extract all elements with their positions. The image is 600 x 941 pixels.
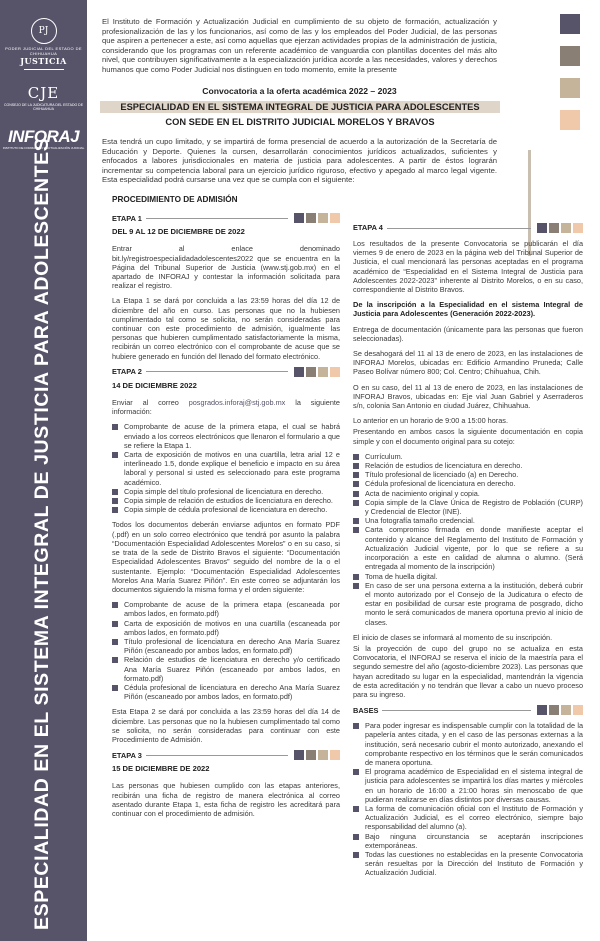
etapa-2-p3: Esta Etapa 2 se dará por concluida a las 23:59 horas del día 14 de diciembre. Las personas que no la hubiesen cumplimentado tal como se solicita, no serán consideradas para continuar con este Procedimiento de Admisión. <box>112 707 340 744</box>
etapa-3-header <box>112 750 340 760</box>
etapa-2-p2: Todos los documentos deberán enviarse adjuntos en formato PDF (.pdf) en un solo correo electrónico que tendrá por asunto la palabra “Documentación Especialidad Adolescentes Morelos” o en su caso, si se trata de la sede de Distrito Bravos el siguiente: “Documentación Especialidad Adolescentes Bravos” seguido del nombre de la o el sustentante. Ejemplo: “Documentación Especialidad Adolescentes Morelos Ana María Suarez Piñón”. En este correo se adjuntarán los documentos siguiendo la misma forma y el orden siguiente: <box>112 520 340 594</box>
list-item: Para poder ingresar es indispensable cumplir con la totalidad de la papelería antes citada, y en el caso de las personas externas a la institución, será necesario cubrir el monto autorizado, anexando el comprobante respectivo en los términos que le serán comunicados de manera oportuna. <box>353 721 583 767</box>
left-sidebar <box>0 0 87 941</box>
list-item: Título profesional de licenciado (a) en Derecho. <box>353 470 583 479</box>
list-item: Toma de huella digital. <box>353 572 583 581</box>
etapa-2-date: 14 DE DICIEMBRE 2022 <box>112 380 197 390</box>
list-item: Carta compromiso firmada en donde manifieste aceptar el contenido y alcance del Reglamento del Instituto de Formación y Actualización Judicial vigente, por lo que se refiere a su incorporación a este en calidad de alumna o alumno. (Será entregada al momento de la inscripción) <box>353 525 583 571</box>
inscripcion-heading: De la inscripción a la Especialidad en el sistema Integral de Justicia para Adolescentes (Generación 2022-2023). <box>353 300 583 319</box>
admission-heading: PROCEDIMIENTO DE ADMISIÓN <box>112 195 238 204</box>
left-column <box>112 195 340 824</box>
etapa-4-label: ETAPA 4 <box>353 223 383 233</box>
etapa-1-header <box>112 213 340 223</box>
list-item: Una fotografía tamaño credencial. <box>353 516 583 525</box>
inforaj-subtitle: INSTITUTO DE FORMACIÓN Y ACTUALIZACIÓN JUDICIAL <box>2 146 85 150</box>
bases-label: BASES <box>353 705 379 715</box>
peach-square <box>560 110 580 130</box>
logo-divider <box>24 69 64 70</box>
justicia-logo-text: JUSTICIA <box>20 56 67 66</box>
list-item: Todas las cuestiones no establecidas en la presente Convocatoria serán resueltas por la Dirección del Instituto de Formación y Actualización Judicial. <box>353 850 583 878</box>
cje-logo: CJE <box>27 84 60 102</box>
inscripcion-p5: Lo anterior en un horario de 9:00 a 15:00 horas. <box>353 416 508 426</box>
inscripcion-p6: Presentando en ambos casos la siguiente documentación en copia simple y con el documento original para su cotejo: <box>353 427 583 446</box>
etapa-2-label: ETAPA 2 <box>112 367 142 377</box>
inscripcion-p2: Entrega de documentación (únicamente para las personas que fueron seleccionadas). <box>353 324 583 343</box>
etapa-4-header <box>353 223 583 233</box>
email-link[interactable]: posgrados.inforaj@stj.gob.mx <box>188 398 286 408</box>
list-item: Copia simple de cédula profesional de licenciatura en derecho. <box>112 505 340 514</box>
etapa-4-p1: Los resultados de la presente Convocatoria se publicarán el día viernes 9 de enero de 2023 en la página web del Tribunal Superior de Justicia, el cual mencionará las personas aceptadas en el programa académico de “Especialidad en el Sistema Integral de Justicia para Adolescentes 2022-2023” inherente al Distrito Morelos, o en su caso, correspondiente al Distrito Bravos. <box>353 239 583 295</box>
list-item: Bajo ninguna circunstancia se aceptarán inscripciones extemporáneas. <box>353 832 583 850</box>
inforaj-logo: INFORAJ <box>7 127 80 146</box>
list-item: Relación de estudios de licenciatura en derecho y/o certificado Ana María Suarez Piñón (escaneado por ambos lados, en formato.pdf) <box>112 655 340 683</box>
list-item: Copia simple del título profesional de licenciatura en derecho. <box>112 487 340 496</box>
description-paragraph: Esta tendrá un cupo limitado, y se impartirá de forma presencial de acuerdo a la autorización de la Secretaría de Educación y Deporte. Quienes la cursen, desarrollarán conocimientos jurídicos actualizados, suficientes y enfocados a labores jurisdiccionales en materia de justicia para adolescentes. A partir de éstos lograrán incrementar su competencia laboral para un ejercicio jurídico riguroso, efectivo y apegado al marco legal vigente. Esta especialidad podrá cursarse una vez que se cumpla con el siguiente: <box>102 137 497 185</box>
logo-block <box>0 18 87 151</box>
list-item: Título profesional de licenciatura en derecho Ana María Suarez Piñón (escaneado por ambos lados, en formato.pdf) <box>112 637 340 655</box>
list-item: Currículum. <box>353 452 583 461</box>
list-item: La forma de comunicación oficial con el Instituto de Formación y Actualización Judicial, es el correo electrónico, siempre bajo responsabilidad del alumno (a). <box>353 804 583 832</box>
etapa-1-date: DEL 9 AL 12 DE DICIEMBRE DE 2022 <box>112 227 245 237</box>
inscripcion-p8: Si la proyección de cupo del grupo no se actualiza en esta Convocatoria, el INFORAJ se reserva el inicio de la maestría para el segundo semestre del año (agosto-diciembre 2023). Las personas que hayan acreditado su lugar en la especialidad, mantendrán la vigencia de esta acreditación y no tendrán que llevar a cabo un nuevo proceso para su ingreso. <box>353 643 583 699</box>
list-item: Cédula profesional de licenciatura en derecho Ana María Suarez Piñón (escaneado por ambos lados, en formato.pdf) <box>112 683 340 701</box>
list-item: Carta de exposición de motivos en una cuartilla, letra arial 12 e interlineado 1.5, donde explique el beneficio e impacto en su área laboral y personal si usted es seleccionado para este programa académico. <box>112 450 340 487</box>
bases-header <box>353 705 583 715</box>
list-item: Comprobante de acuse de la primera etapa (escaneada por ambos lados, en formato.pdf) <box>112 600 340 618</box>
inscripcion-p3: Se desahogará del 11 al 13 de enero de 2023, en las instalaciones de INFORAJ Morelos, ubicadas en: Edificio Armandino Pruneda; Calle Paseo Bolívar número 800; Col. Centro; Chihuahua, Chih. <box>353 349 583 377</box>
list-item: Relación de estudios de licenciatura en derecho. <box>353 461 583 470</box>
etapa-2-list-2 <box>112 600 340 701</box>
list-item: Cédula profesional de licenciatura en derecho. <box>353 479 583 488</box>
taupe-square <box>560 46 580 66</box>
list-item: Comprobante de acuse de la primera etapa, el cual se habrá enviado a los correos electrónicos que llenaron el formulario a que se refiere la Etapa 1. <box>112 422 340 450</box>
inscripcion-p4: O en su caso, del 11 al 13 de enero de 2023, en las instalaciones de INFORAJ Bravos, ubicadas en: Eje vial Juan Gabriel y Aserraderos s/n, colonia San Antonio en ciudad Juárez, Chihuahua. <box>353 382 583 411</box>
etapa-2-p1: Enviar al correo posgrados.inforaj@stj.gob.mx la siguiente información: <box>112 398 340 417</box>
inscripcion-list <box>353 452 583 627</box>
poder-judicial-label: PODER JUDICIAL DEL ESTADO DE CHIHUAHUA <box>5 46 82 56</box>
bases-list <box>353 721 583 877</box>
etapa-3-p1: Las personas que hubiesen cumplido con las etapas anteriores, recibirán una ficha de registro de manera electrónica al correo asentado durante Etapa 1, esta ficha de registro les acreditará para continuar con el procedimiento de admisión. <box>112 781 340 818</box>
etapa-1-p1: Entrar al enlace denominado bit.ly/registroespecialidadadolescentes2022 que se encuentra en la Página del Tribunal Superior de Justicia (www.stj.gob.mx) en el apartado de INFORAJ y contestar la información solicitada para realizar el registro. <box>112 244 340 291</box>
list-item: Copia simple de la Clave Única de Registro de Población (CURP) y Credencial de Elector (INE). <box>353 498 583 516</box>
list-item: En caso de ser una persona externa a la institución, deberá cubrir el monto autorizado por el Consejo de la Judicatura o efecto de estar en posibilidad de cursar este programa de posgrado, dicho monto le será comunicados de manera oportuna previo al inicio de clases. <box>353 581 583 627</box>
etapa-2-list-1 <box>112 422 340 514</box>
etapa-3-date: 15 DE DICIEMBRE DE 2022 <box>112 764 210 774</box>
cje-subtitle: CONSEJO DE LA JUDICATURA DEL ESTADO DE CHIHUAHUA <box>3 103 84 111</box>
right-column <box>353 223 583 884</box>
tan-square <box>560 78 580 98</box>
program-title: ESPECIALIDAD EN EL SISTEMA INTEGRAL DE JUSTICIA PARA ADOLESCENTES <box>120 102 480 112</box>
convocatoria-title: Convocatoria a la oferta académica 2022 – 2023 <box>202 86 397 96</box>
inscripcion-p7: El inicio de clases se informará al momento de su inscripción. <box>353 632 553 642</box>
poder-judicial-seal-icon: PJ <box>31 18 57 44</box>
etapa-2-header <box>112 367 340 377</box>
sede-subtitle: CON SEDE EN EL DISTRITO JUDICIAL MORELOS Y BRAVOS <box>165 117 435 127</box>
vertical-title: ESPECIALIDAD EN EL SISTEMA INTEGRAL DE JUSTICIA PARA ADOLESCENTES <box>31 137 53 930</box>
list-item: Acta de nacimiento original y copia. <box>353 489 583 498</box>
etapa-1-label: ETAPA 1 <box>112 213 142 223</box>
list-item: Carta de exposición de motivos en una cuartilla (escaneada por ambos lados, en formato.pdf) <box>112 619 340 637</box>
etapa-3-label: ETAPA 3 <box>112 750 142 760</box>
plum-square <box>560 14 580 34</box>
list-item: El programa académico de Especialidad en el sistema integral de justicia para adolescentes se impartirá los días martes y miércoles en un horario de 16:00 a 21:00 horas sin menoscabo de que pudieran realizarse en días distintos por diversas causas. <box>353 767 583 804</box>
intro-paragraph: El Instituto de Formación y Actualización Judicial en cumplimiento de su objeto de formación, actualización y profesionalización de las y los funcionarios, así como de las y los empleados del Poder Judicial, de las personas que aspiren a pertenecer a este, así como aquellas que ejerzan actividades propias de la administración de justicia, considerando que los programas con un referente académico de vanguardia con plantillas docentes del más alto nivel, que contribuyen significativamente a la especialización jurídica acorde a las necesidades, valores y derechos humanos que como Poder Judicial nos distinguen en todo momento, emite la presente <box>102 17 497 74</box>
etapa-1-p2: La Etapa 1 se dará por concluida a las 23:59 horas del día 12 de diciembre del año en curso. Las personas que no la hubiesen cumplimentado tal como se solicita, no serán consideradas para continuar con este procedimiento de admisión, igualmente las personas que hubieren cumplimentado satisfactoriamente la misma, recibirán un correo electrónico con el comprobante de acuse que se hubiere generado en función del llenado del formato electrónico. <box>112 296 340 361</box>
list-item: Copia simple de relación de estudios de licenciatura en derecho. <box>112 496 340 505</box>
